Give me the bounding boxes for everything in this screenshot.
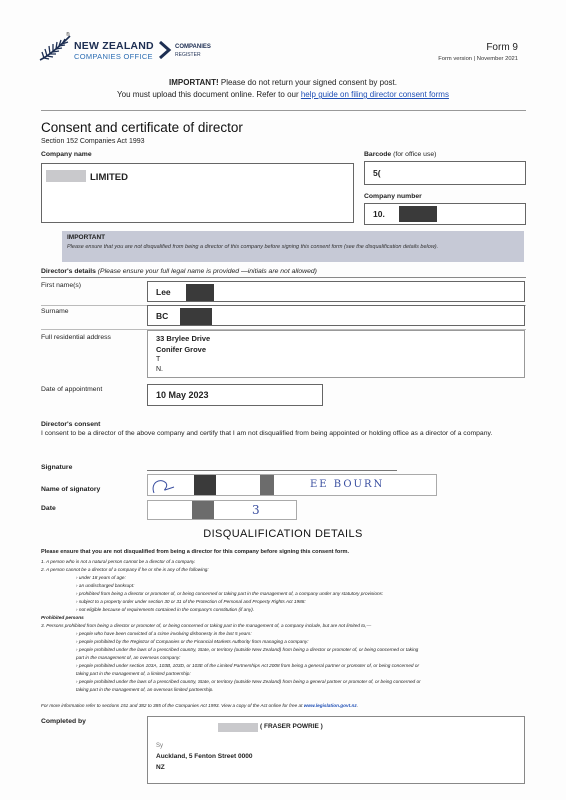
signatory-handwritten: EE BOURN <box>310 479 385 490</box>
signatory-field[interactable] <box>147 474 437 496</box>
dq-sub-item: › under 18 years of age: <box>76 575 126 580</box>
barcode-value: 5( <box>373 168 381 178</box>
fern-icon <box>38 34 72 64</box>
dq-item3-sub: › people who have been convicted of a crime involving dishonesty in the last 5 years: <box>76 631 252 636</box>
dq-sub-item: › subject to a property order under section 30 or 31 of the Protection of Personal and Property Rights Act 1988: <box>76 599 306 604</box>
dq-sub-item: › prohibited from being a director or promoter of, or being concerned or taking part in the management of, a company under any statutory provisions: <box>76 591 384 596</box>
dq-sub-item: › not eligible because of requirements contained in the company's constitution (if any). <box>76 607 255 612</box>
redaction <box>46 170 86 182</box>
dq-item3-sub: › people prohibited under the laws of a prescribed country, State, or territory (outside New Zealand) from being a general partner or promoter of, or being concerned or <box>76 679 421 684</box>
company-name-value: LIMITED <box>90 172 128 183</box>
register-line1: COMPANIES <box>175 44 211 50</box>
barcode-field[interactable] <box>364 161 526 185</box>
notice-line1-text: Please do not return your signed consent by post. <box>218 78 397 87</box>
signature-label: Signature <box>41 464 73 471</box>
company-number-field[interactable] <box>364 203 526 225</box>
dq-item-2: 2. A person cannot be a director of a company if he or she is any of the following: <box>41 567 209 572</box>
dq-item3-sub: taking part in the management of, an overseas limited partnership. <box>76 687 214 692</box>
signature-scribble-icon <box>148 475 188 497</box>
completed-by-label: Completed by <box>41 718 86 725</box>
appointment-date-field[interactable] <box>147 384 323 406</box>
address-label: Full residential address <box>41 334 111 341</box>
register-line2: REGISTER <box>175 52 201 58</box>
notice-important: IMPORTANT! <box>169 78 219 87</box>
signature-line <box>147 470 397 471</box>
barcode-label-note: (for office use) <box>391 151 437 158</box>
director-details-heading <box>41 268 317 275</box>
redaction <box>194 475 216 495</box>
barcode-label-strong: Barcode <box>364 151 392 158</box>
redaction <box>192 501 214 519</box>
address-line-3: T <box>156 356 161 363</box>
dq-sub-item: › an undischarged bankrupt: <box>76 583 135 588</box>
consent-heading: Director's consent <box>41 421 101 428</box>
company-number-label: Company number <box>364 193 422 200</box>
appointment-label: Date of appointment <box>41 386 103 393</box>
disqualification-title: DISQUALIFICATION DETAILS <box>203 528 363 540</box>
dq-item3-sub: › people prohibited by the Registrar of Companies or the Financial Markets Authority from managing a company: <box>76 639 309 644</box>
first-names-value: Lee <box>156 287 171 297</box>
director-details-title: Director's details <box>41 268 96 275</box>
header-divider <box>41 110 526 111</box>
company-name-field[interactable] <box>41 163 354 223</box>
dq-footer-text: For more information refer to sections 151 and 382 to 385 of the Companies Act 1993. View a copy of the Act online for free at <box>41 703 304 708</box>
redaction <box>260 475 274 495</box>
redaction <box>180 308 212 325</box>
notice-line1 <box>0 78 566 87</box>
address-line-4: N. <box>156 366 163 373</box>
consent-date-field[interactable] <box>147 500 297 520</box>
legislation-link[interactable]: www.legislation.govt.nz <box>303 703 357 708</box>
page-title: Consent and certificate of director <box>41 120 243 135</box>
help-guide-link[interactable]: help guide on filing director consent forms <box>300 90 449 99</box>
director-details-note: (Please ensure your full legal name is provided —initials are not allowed) <box>95 268 317 275</box>
redaction <box>186 284 214 301</box>
completed-by-name: ( FRASER POWRIE ) <box>260 723 323 730</box>
redaction <box>218 723 258 732</box>
address-line-2: Conifer Grove <box>156 345 207 354</box>
first-names-label: First name(s) <box>41 282 82 289</box>
dq-footer <box>41 703 358 708</box>
page-subtitle: Section 152 Companies Act 1993 <box>41 138 145 145</box>
companies-office-logo <box>38 32 218 68</box>
appointment-date-value: 10 May 2023 <box>156 390 209 400</box>
dq-footer-end: . <box>356 703 359 708</box>
disqualification-lead: Please ensure that you are not disqualified from being a director for this company before signing this consent form. <box>41 549 350 555</box>
brand-line2: COMPANIES OFFICE <box>74 52 153 61</box>
signatory-label: Name of signatory <box>41 486 101 493</box>
important-heading: IMPORTANT <box>67 234 106 241</box>
notice-line2 <box>0 90 566 99</box>
completed-by-country: NZ <box>156 764 165 771</box>
dq-item3-sub: › people prohibited under section 103A, 103B, 103D, or 103E of the Limited Partnerships Act 2008 from being a general partner or promoter of, or being concerned or <box>76 663 420 668</box>
brand-line1: NEW ZEALAND <box>74 40 154 52</box>
dq-prohibited-heading: Prohibited persons <box>41 615 84 620</box>
date-label: Date <box>41 505 56 512</box>
surname-value: BC <box>156 311 169 321</box>
important-text: Please ensure that you are not disqualified from being a director of this company before signing this consent form (see the disqualification details below). <box>67 244 439 250</box>
barcode-label <box>364 151 436 158</box>
first-names-field[interactable] <box>147 281 525 302</box>
address-field[interactable] <box>147 330 525 378</box>
completed-by-box <box>147 716 525 784</box>
notice-line2-text: You must upload this document online. Refer to our <box>117 90 301 99</box>
form-number: Form 9 <box>486 42 518 53</box>
surname-label: Surname <box>41 308 69 315</box>
consent-date-handwritten: 3 <box>252 503 262 517</box>
registered-mark: ® <box>66 32 70 38</box>
surname-field[interactable] <box>147 305 525 326</box>
completed-by-address: Auckland, 5 Fenton Street 0000 <box>156 753 253 760</box>
important-box <box>62 231 524 262</box>
dq-item3-sub: part in the management of, an overseas company: <box>76 655 181 660</box>
dq-item3-sub: taking part in the management of, a limited partnership: <box>76 671 191 676</box>
consent-text: I consent to be a director of the above company and certify that I am not disqualified from being appointed or holding office as a director of a company. <box>41 430 493 437</box>
company-number-value: 10. <box>373 209 385 219</box>
chevron-right-icon <box>158 40 172 60</box>
dq-item-3: 3. Persons prohibited from being a director or promoter of, or being concerned or taking part in the management of, a company include, but are not limited to,— <box>41 623 372 628</box>
form-version: Form version | November 2021 <box>438 56 518 62</box>
completed-by-line2: Sy <box>156 743 164 749</box>
divider <box>41 277 526 278</box>
dq-item3-sub: › people prohibited under the laws of a prescribed country, State, or territory (outside New Zealand) from being a director or promoter of, or being concerned or taking <box>76 647 419 652</box>
dq-item-1: 1. A person who is not a natural person cannot be a director of a company. <box>41 559 196 564</box>
redaction <box>399 206 437 222</box>
address-line-1: 33 Brylee Drive <box>156 334 211 343</box>
company-name-label: Company name <box>41 151 92 158</box>
